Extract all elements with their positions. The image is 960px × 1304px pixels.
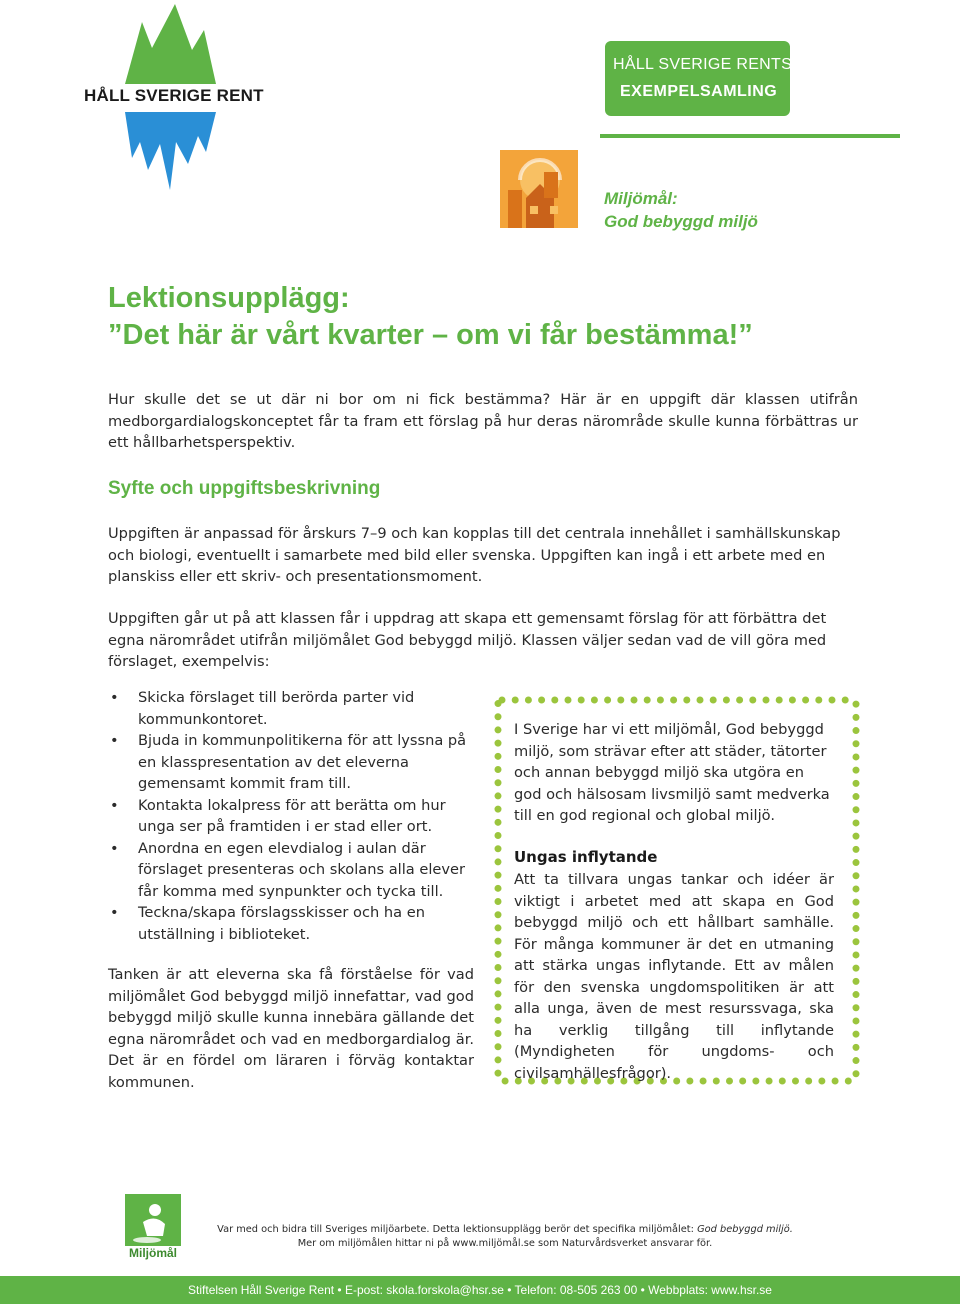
list-item-text: Teckna/skapa förslagsskisser och ha en utställning i biblioteket.: [138, 904, 425, 943]
footer-note-line1: [195, 1223, 815, 1237]
bullet-icon: •: [110, 796, 119, 814]
intro-paragraph: Hur skulle det se ut där ni bor om ni fick bestämma? Här är en uppgift där klassen utifrån medborgardialogskonceptet får ta fram ett förslag på hur deras närområde skulle kunna förbättras ur ett hållbarhetsperspektiv.: [108, 391, 858, 451]
list-item-text: Kontakta lokalpress för att berätta om hur unga ser på framtiden i er stad eller ort.: [138, 796, 446, 835]
title-line2: ”Det här är vårt kvarter – om vi får bestämma!”: [108, 319, 753, 351]
info-box-heading: Ungas inflytande: [514, 848, 658, 866]
header-rule: [600, 134, 900, 138]
bullet-icon: •: [110, 689, 119, 706]
footer-note-line1-text: Var med och bidra till Sveriges miljöarbete. Detta lektionsupplägg berör det specifika miljömålet:: [217, 1224, 698, 1235]
conclusion-paragraph: Tanken är att eleverna ska få förståelse för vad miljömålet God bebyggd miljö innefattar, vad god bebyggd miljö skulle kunna innebära gällande det egna närområdet och vad en medborgardialog är. Det är en fördel om läraren i förväg kontaktar kommunen.: [108, 966, 474, 1091]
footer-logo-text: Miljömål: [128, 1246, 177, 1260]
info-box-body: Att ta tillvara ungas tankar och idéer är viktigt i arbetet med att skapa en God bebyggd miljö och ett hållbart samhälle. För många kommuner är det en utmaning att stärka ungas inflytande. Ett av målen för den svenska ungdomspolitiken är att alla unga, även de mest resurssvaga, ska ha verklig tillgång till inflytande (Myndigheten för ungdoms- och civilsamhällesfrågor).: [514, 871, 834, 1082]
page-title: [108, 280, 888, 354]
purpose-paragraph: Uppgiften är anpassad för årskurs 7–9 och kan kopplas till det centrala innehållet i samhällskunskap och biologi, eventuellt i samarbete med bild eller svenska. Uppgiften kan ingå i ett arbete med en planskiss eller ett skriv- och presentationsmoment.: [108, 525, 841, 585]
list-item-text: Anordna en egen elevdialog i aulan där förslaget presenteras och skolans alla elever får komma med synpunkter och tycka till.: [138, 839, 465, 900]
bullet-icon: •: [110, 732, 119, 749]
badge-line2: EXEMPELSAMLING: [620, 83, 778, 100]
miljomal-line1: Miljömål:: [604, 189, 678, 208]
footer-note-line2: Mer om miljömålen hittar ni på www.miljömål.se som Naturvårdsverket ansvarar för.: [297, 1238, 713, 1249]
footer-note-goal: God bebyggd miljö.: [697, 1224, 793, 1235]
miljomal-footer-logo: [125, 1194, 181, 1264]
logo-text: HÅLL SVERIGE RENT: [84, 86, 264, 105]
list-item: [108, 902, 468, 945]
title-line1: Lektionsupplägg:: [108, 282, 350, 314]
miljomal-label: [604, 187, 758, 233]
badge-line1: HÅLL SVERIGE RENTS: [613, 56, 793, 73]
list-item: [108, 730, 468, 795]
section-heading: Syfte och uppgiftsbeskrivning: [108, 478, 381, 499]
examples-list: [108, 687, 468, 945]
list-item: [108, 687, 468, 730]
list-item-text: Bjuda in kommunpolitikerna för att lyssna på en klasspresentation av det eleverna gemensamt kommit fram till.: [138, 732, 467, 792]
task-paragraph: Uppgiften går ut på att klassen får i uppdrag att skapa ett gemensamt förslag för att förbättra det egna närområdet utifrån miljömålet God bebyggd miljö. Klassen väljer sedan vad de vill göra med förslaget, exempelvis:: [108, 610, 827, 670]
bullet-icon: •: [110, 839, 119, 857]
footer-contact: Stiftelsen Håll Sverige Rent • E-post: skola.forskola@hsr.se • Telefon: 08-505 263 00 • Webbplats: www.hsr.se: [188, 1283, 772, 1297]
list-item: [108, 838, 468, 903]
exempelsamling-badge: [605, 41, 793, 116]
bullet-icon: •: [110, 904, 119, 921]
list-item-text: Skicka förslaget till berörda parter vid kommunkontoret.: [138, 689, 415, 728]
god-bebyggd-miljo-icon: [500, 150, 578, 228]
info-box-intro: I Sverige har vi ett miljömål, God bebyggd miljö, som strävar efter att städer, tätorter och annan bebyggd miljö ska utgöra en god och hälsosam livsmiljö samt medverka till en god regional och global miljö.: [514, 721, 830, 824]
list-item: [108, 795, 468, 838]
footer-note: [195, 1223, 815, 1251]
miljomal-line2: God bebyggd miljö: [604, 212, 758, 231]
